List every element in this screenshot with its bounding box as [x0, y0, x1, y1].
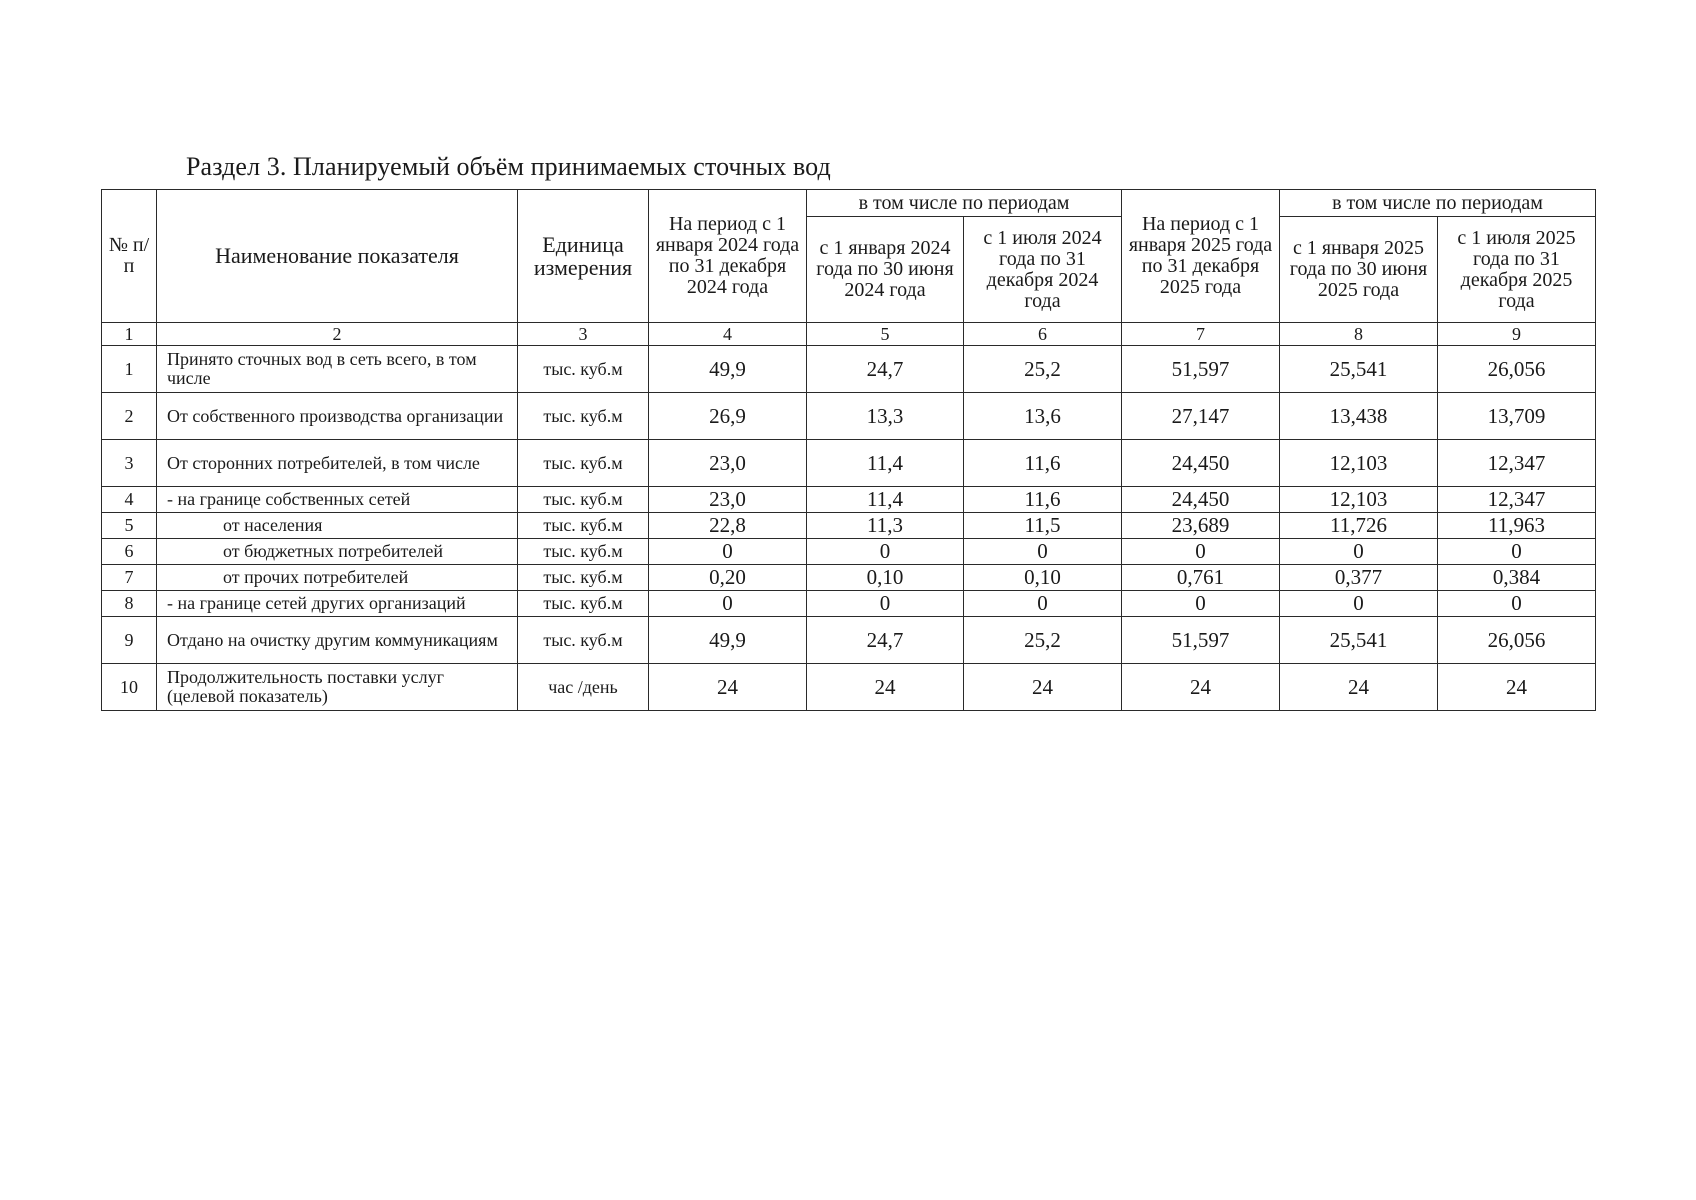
row-unit: тыс. куб.м: [518, 539, 649, 565]
row-unit: тыс. куб.м: [518, 393, 649, 440]
value-cell: 0: [649, 591, 807, 617]
value-cell: 24: [807, 664, 964, 711]
value-cell: 49,9: [649, 346, 807, 393]
row-indicator: Продолжительность поставки услуг (целевой показатель): [157, 664, 518, 711]
row-unit: тыс. куб.м: [518, 565, 649, 591]
table-row: [102, 591, 1596, 617]
value-cell: 24,7: [807, 617, 964, 664]
value-cell: 11,4: [807, 440, 964, 487]
row-number: 9: [102, 617, 157, 664]
header-h2-2025: с 1 июля 2025 года по 31 декабря 2025 года: [1438, 217, 1596, 323]
value-cell: 12,347: [1438, 440, 1596, 487]
header-unit: Единица измерения: [518, 190, 649, 323]
value-cell: 0: [1280, 539, 1438, 565]
value-cell: 24,7: [807, 346, 964, 393]
table-row: [102, 487, 1596, 513]
column-index: 8: [1280, 323, 1438, 346]
value-cell: 0,10: [807, 565, 964, 591]
value-cell: 12,347: [1438, 487, 1596, 513]
row-indicator: - на границе собственных сетей: [157, 487, 518, 513]
row-number: 10: [102, 664, 157, 711]
value-cell: 23,0: [649, 487, 807, 513]
value-cell: 0: [807, 591, 964, 617]
value-cell: 0,377: [1280, 565, 1438, 591]
header-indicator-name: Наименование показателя: [157, 190, 518, 323]
value-cell: 0,384: [1438, 565, 1596, 591]
column-index: 5: [807, 323, 964, 346]
table-row: [102, 513, 1596, 539]
value-cell: 0: [649, 539, 807, 565]
value-cell: 0: [1280, 591, 1438, 617]
value-cell: 0: [1122, 591, 1280, 617]
value-cell: 11,5: [964, 513, 1122, 539]
value-cell: 0: [964, 591, 1122, 617]
value-cell: 13,438: [1280, 393, 1438, 440]
header-number: № п/п: [102, 190, 157, 323]
table-row: [102, 346, 1596, 393]
row-unit: тыс. куб.м: [518, 487, 649, 513]
value-cell: 27,147: [1122, 393, 1280, 440]
row-indicator: от прочих потребителей: [157, 565, 518, 591]
value-cell: 0,10: [964, 565, 1122, 591]
row-unit: тыс. куб.м: [518, 513, 649, 539]
value-cell: 0: [807, 539, 964, 565]
row-number: 8: [102, 591, 157, 617]
value-cell: 13,3: [807, 393, 964, 440]
row-indicator: от населения: [157, 513, 518, 539]
table-row: [102, 393, 1596, 440]
column-index: 7: [1122, 323, 1280, 346]
value-cell: 0,761: [1122, 565, 1280, 591]
value-cell: 26,056: [1438, 346, 1596, 393]
row-indicator: Принято сточных вод в сеть всего, в том числе: [157, 346, 518, 393]
value-cell: 24: [964, 664, 1122, 711]
value-cell: 25,2: [964, 346, 1122, 393]
header-h1-2024: с 1 января 2024 года по 30 июня 2024 года: [807, 217, 964, 323]
column-index: 3: [518, 323, 649, 346]
row-unit: тыс. куб.м: [518, 617, 649, 664]
value-cell: 25,541: [1280, 346, 1438, 393]
section-title: Раздел 3. Планируемый объём принимаемых сточных вод: [186, 152, 831, 181]
row-unit: тыс. куб.м: [518, 346, 649, 393]
value-cell: 11,4: [807, 487, 964, 513]
row-indicator: От сторонних потребителей, в том числе: [157, 440, 518, 487]
value-cell: 12,103: [1280, 440, 1438, 487]
table-row: [102, 539, 1596, 565]
header-subperiods-2024: в том числе по периодам: [807, 190, 1122, 217]
value-cell: 51,597: [1122, 617, 1280, 664]
value-cell: 24: [1122, 664, 1280, 711]
value-cell: 11,963: [1438, 513, 1596, 539]
header-subperiods-2025: в том числе по периодам: [1280, 190, 1596, 217]
row-number: 2: [102, 393, 157, 440]
value-cell: 26,056: [1438, 617, 1596, 664]
row-unit: тыс. куб.м: [518, 591, 649, 617]
value-cell: 0: [1438, 539, 1596, 565]
value-cell: 11,3: [807, 513, 964, 539]
table-row: [102, 664, 1596, 711]
value-cell: 25,541: [1280, 617, 1438, 664]
value-cell: 13,709: [1438, 393, 1596, 440]
value-cell: 26,9: [649, 393, 807, 440]
value-cell: 22,8: [649, 513, 807, 539]
wastewater-volume-table: [101, 189, 1596, 711]
row-indicator: От собственного производства организации: [157, 393, 518, 440]
header-h2-2024: с 1 июля 2024 года по 31 декабря 2024 года: [964, 217, 1122, 323]
value-cell: 0: [1438, 591, 1596, 617]
column-index: 2: [157, 323, 518, 346]
value-cell: 12,103: [1280, 487, 1438, 513]
header-period-2025: На период с 1 января 2025 года по 31 декабря 2025 года: [1122, 190, 1280, 323]
row-number: 3: [102, 440, 157, 487]
row-number: 7: [102, 565, 157, 591]
row-indicator: Отдано на очистку другим коммуникациям: [157, 617, 518, 664]
value-cell: 49,9: [649, 617, 807, 664]
row-unit: час /день: [518, 664, 649, 711]
row-unit: тыс. куб.м: [518, 440, 649, 487]
column-index: 6: [964, 323, 1122, 346]
table-row: [102, 440, 1596, 487]
header-h1-2025: с 1 января 2025 года по 30 июня 2025 года: [1280, 217, 1438, 323]
row-number: 1: [102, 346, 157, 393]
value-cell: 11,6: [964, 440, 1122, 487]
value-cell: 23,689: [1122, 513, 1280, 539]
row-number: 4: [102, 487, 157, 513]
row-indicator: - на границе сетей других организаций: [157, 591, 518, 617]
value-cell: 0: [964, 539, 1122, 565]
value-cell: 11,726: [1280, 513, 1438, 539]
value-cell: 24,450: [1122, 487, 1280, 513]
value-cell: 13,6: [964, 393, 1122, 440]
value-cell: 51,597: [1122, 346, 1280, 393]
value-cell: 24: [1280, 664, 1438, 711]
column-index: 4: [649, 323, 807, 346]
value-cell: 24: [1438, 664, 1596, 711]
column-index: 1: [102, 323, 157, 346]
column-index: 9: [1438, 323, 1596, 346]
value-cell: 0: [1122, 539, 1280, 565]
table-row: [102, 617, 1596, 664]
table-row: [102, 565, 1596, 591]
value-cell: 24: [649, 664, 807, 711]
value-cell: 24,450: [1122, 440, 1280, 487]
row-number: 6: [102, 539, 157, 565]
value-cell: 0,20: [649, 565, 807, 591]
header-period-2024: На период с 1 января 2024 года по 31 декабря 2024 года: [649, 190, 807, 323]
value-cell: 25,2: [964, 617, 1122, 664]
row-indicator: от бюджетных потребителей: [157, 539, 518, 565]
value-cell: 11,6: [964, 487, 1122, 513]
value-cell: 23,0: [649, 440, 807, 487]
row-number: 5: [102, 513, 157, 539]
